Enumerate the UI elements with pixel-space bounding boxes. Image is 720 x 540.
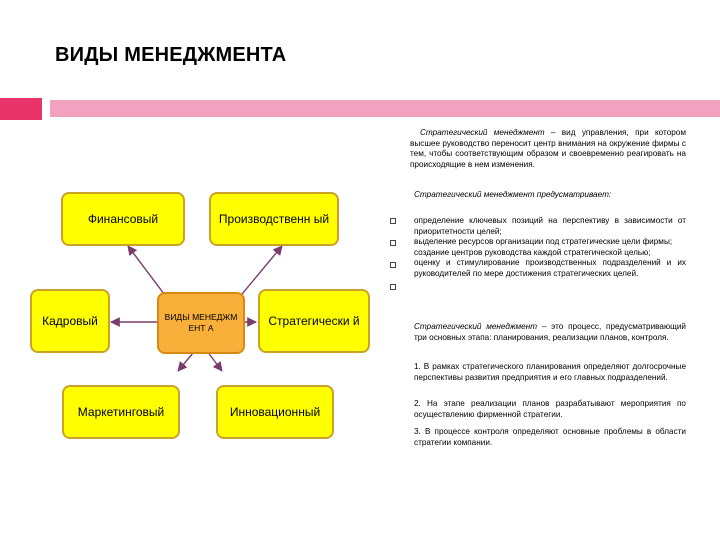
step-1: 1. В рамках стратегического планирования определяют долгосрочные перспективы развития предприятия и его главных подразделений. [414,362,686,382]
node-financial: Финансовый [61,192,185,246]
provides-item: оценку и стимулирование производственных подразделений и их руководителей по мере достижения стратегических целей. [414,258,686,278]
provides-item: создание центров руководства каждой стратегической целью; [414,247,651,257]
node-marketing: Маркетинговый [62,385,180,439]
bullet-marker-4 [390,284,396,290]
provides-item: определение ключевых позиций на перспективу в зависимости от приоритетности целей; [414,216,686,236]
step-2: 2. На этапе реализации планов разрабатывают мероприятия по осуществлению фирменной стратегии. [414,399,686,419]
definition-1-term: Стратегический менеджмент [420,128,545,137]
bullet-marker-2 [390,240,396,246]
node-innovation: Инновационный [216,385,334,439]
node-center: ВИДЫ МЕНЕДЖМЕНТ А [157,292,245,354]
definition-2-text: – это процесс, предусматривающий три основных этапа: планирования, реализации планов, контроля. [414,322,686,342]
step-3: 3. В процессе контроля определяют основные проблемы в области стратегии компании. [414,427,686,447]
provides-heading [414,190,686,201]
provides-list [414,216,686,280]
definition-2 [414,322,686,343]
provides-heading-text: Стратегический менеджмент предусматривает: [414,190,612,199]
definition-2-term: Стратегический менеджмент [414,322,538,331]
definition-1 [410,128,686,170]
slide-title: ВИДЫ МЕНЕДЖМЕНТА [55,44,287,66]
definition-1-text: – вид управления, при котором высшее руководство переносит центр внимания на окружение фирмы с тем, чтобы соответствующим образом и своевременно реагировать на происходящие в нем изменения. [410,128,686,169]
bullet-marker-1 [390,218,396,224]
bullet-marker-3 [390,262,396,268]
node-strategic: Стратегически й [258,289,370,353]
provides-item: выделение ресурсов организации под стратегические цели фирмы; [414,237,673,247]
node-personnel: Кадровый [30,289,110,353]
node-production: Производственн ый [209,192,339,246]
